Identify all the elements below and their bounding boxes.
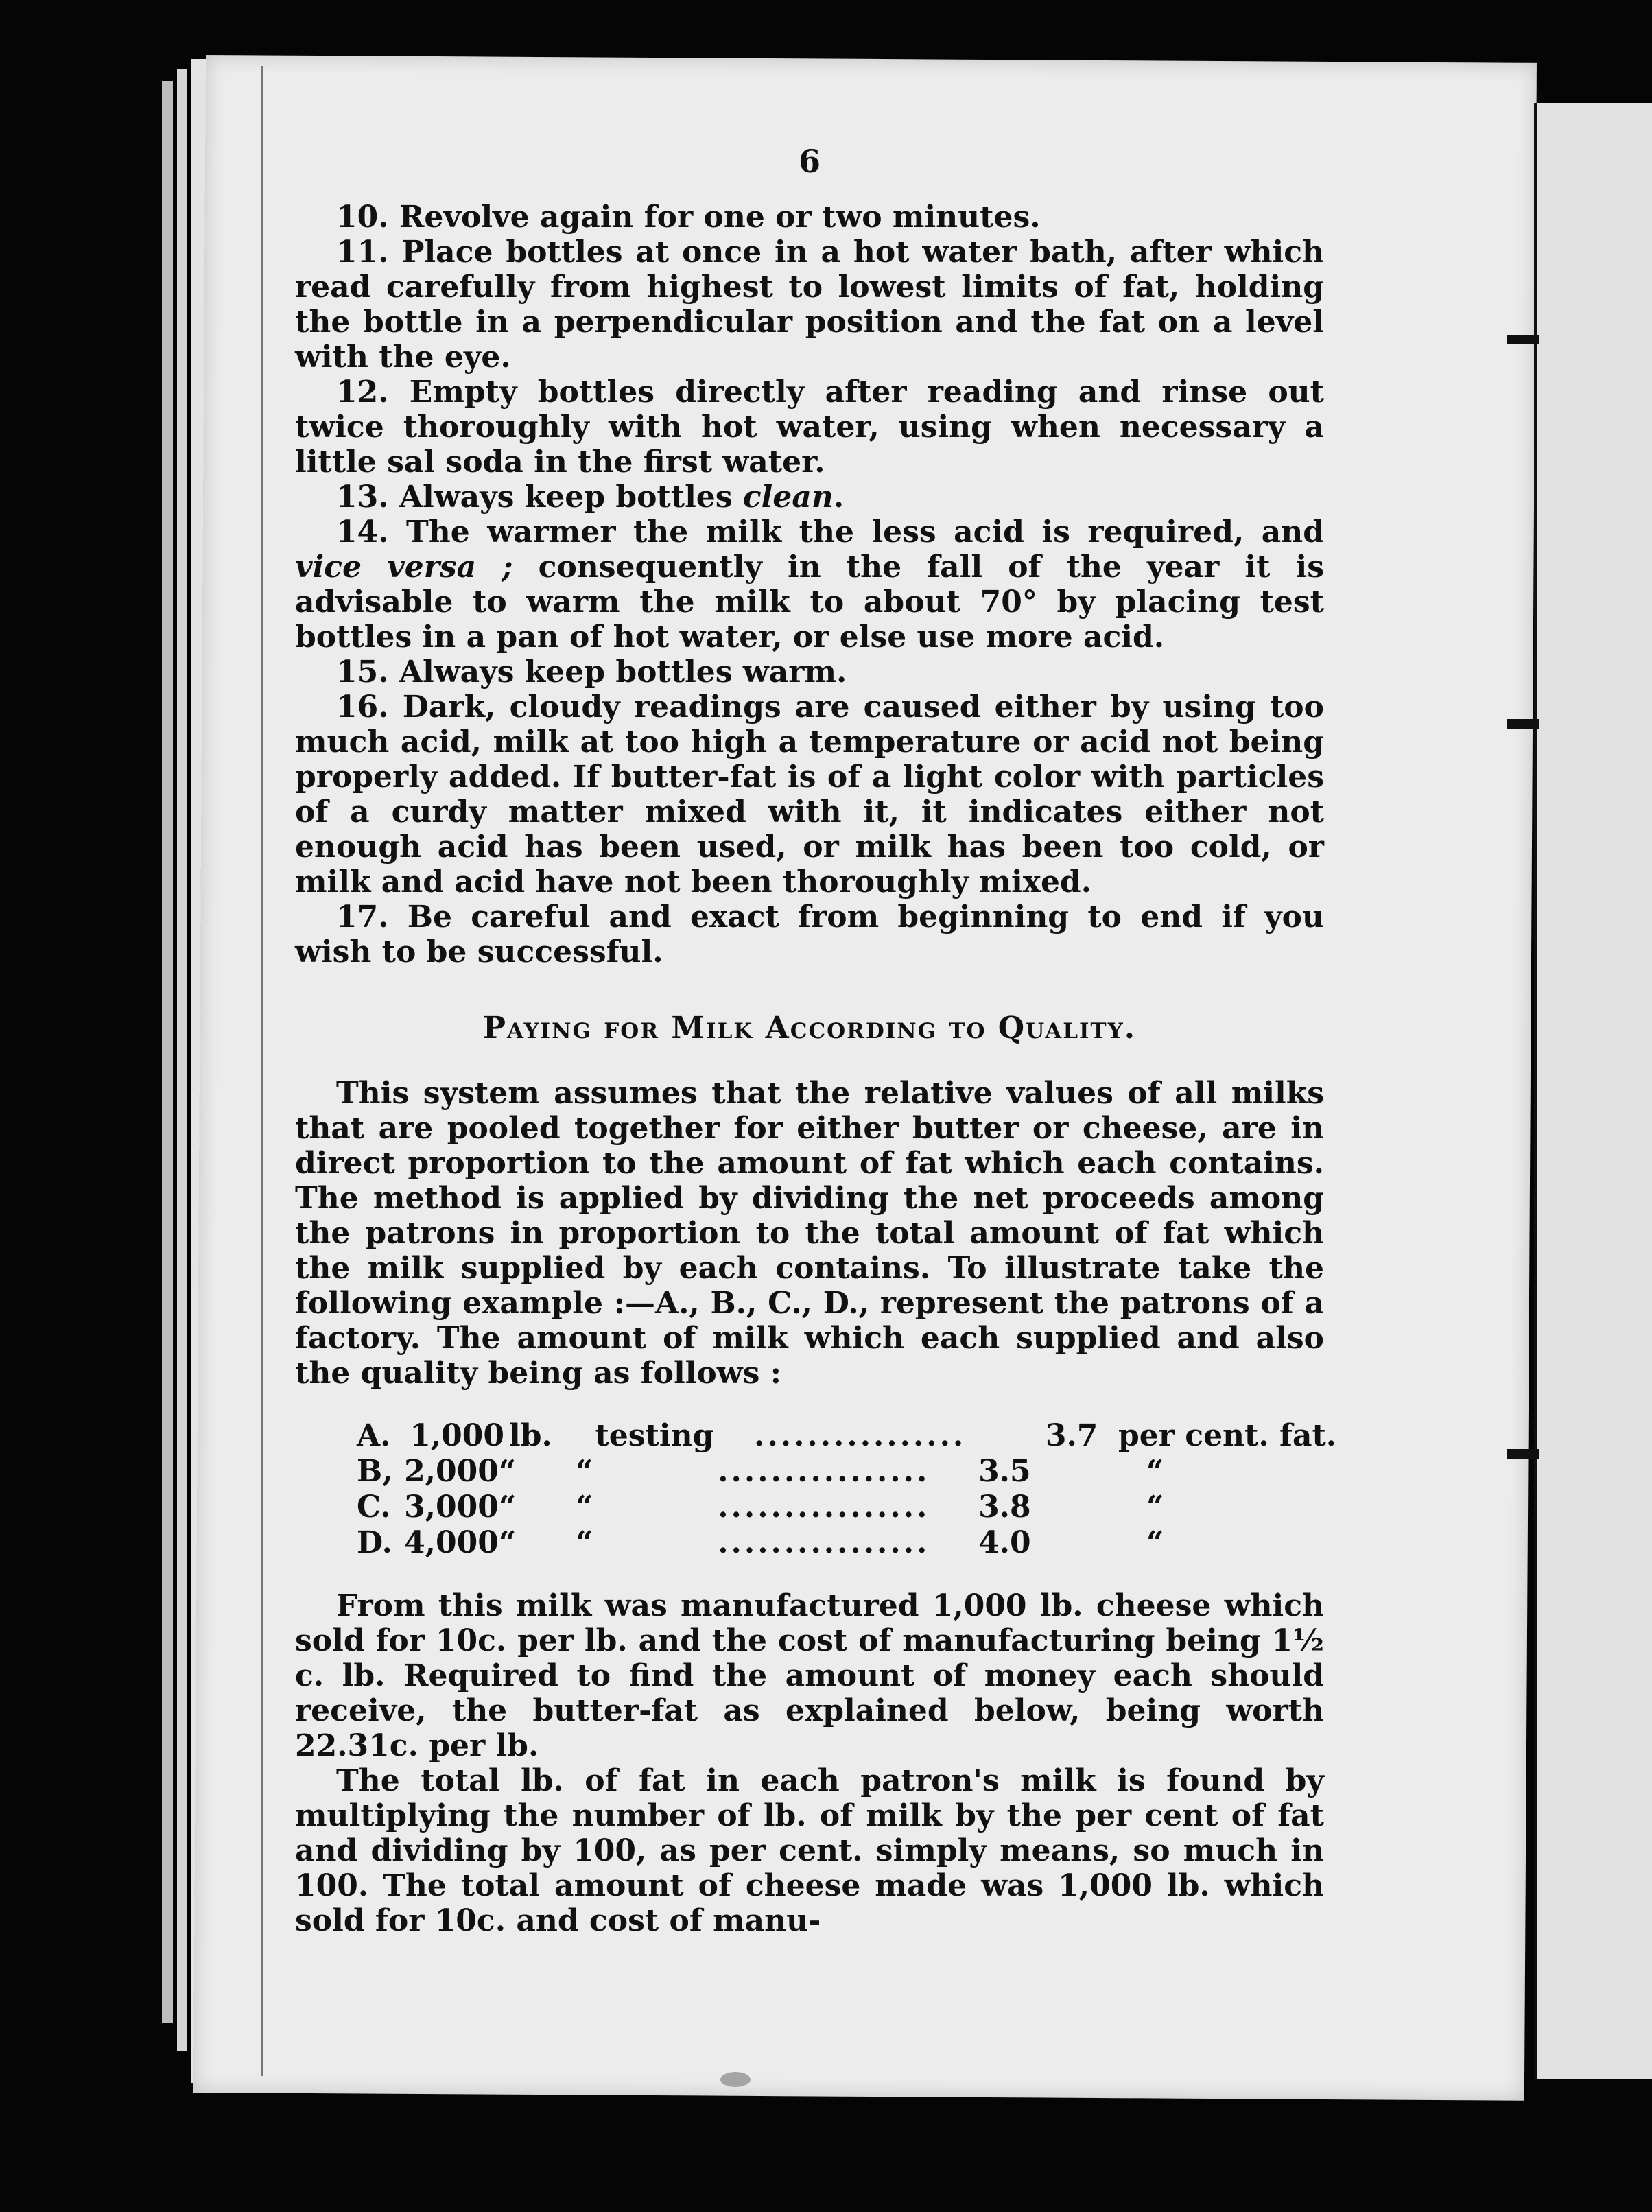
- row-leader: ................: [718, 1525, 930, 1560]
- row-value: 3.8: [978, 1490, 1031, 1525]
- row-amount: 1,000: [410, 1418, 504, 1453]
- row-suffix: per cent. fat.: [1118, 1418, 1337, 1453]
- intro-paragraph: This system assumes that the relative values of all milks that are pooled together for either butter or cheese, are in direct proportion to the amount of fat which each contains. The method is applied by dividing the net proceeds among the patrons in proportion to the total amount of fat which the milk supplied by each contains. To illustrate take the following example :—A., B., C., D., represent the patrons of a factory. The amount of milk which each supplied and also the quality being as follows :: [295, 1076, 1324, 1391]
- row-amount: 4,000: [404, 1525, 499, 1560]
- item-13-text: 13. Always keep bottles: [336, 480, 743, 515]
- row-label: A.: [357, 1418, 391, 1453]
- row-amount: 2,000: [404, 1454, 499, 1489]
- item-15: 15. Always keep bottles warm.: [336, 655, 847, 690]
- row-desc: “: [576, 1490, 593, 1525]
- facing-page: [1534, 103, 1652, 2079]
- gutter-mark: [1507, 1449, 1539, 1459]
- item-11: 11. Place bottles at once in a hot water bath, after which read carefully from highest to lowest limits of fat, holding the bottle in a perpendicular position and the fat on a level with the eye.: [295, 235, 1324, 375]
- row-leader: ................: [718, 1490, 930, 1525]
- row-leader: ................: [718, 1454, 930, 1489]
- item-13: [295, 480, 1324, 515]
- table-row: [357, 1454, 1324, 1490]
- row-suffix: “: [1146, 1490, 1164, 1525]
- row-unit: “: [498, 1525, 517, 1560]
- table-row: [357, 1490, 1324, 1525]
- item-13-end: .: [833, 480, 845, 515]
- item-14-emphasis: vice versa ;: [295, 550, 513, 585]
- page-text: [295, 143, 1337, 1938]
- row-desc: “: [576, 1454, 593, 1489]
- milk-test-table: [357, 1418, 1337, 1561]
- item-12: 12. Empty bottles directly after reading and rinse out twice thoroughly with hot water, using when necessary a little sal soda in the first water.: [295, 375, 1324, 480]
- item-14: [295, 515, 1324, 655]
- row-unit: “: [498, 1490, 517, 1525]
- row-amount: 3,000: [404, 1490, 499, 1525]
- row-desc: testing: [595, 1418, 714, 1453]
- table-row: [357, 1525, 1324, 1561]
- table-row: [357, 1418, 1337, 1454]
- row-label: B,: [357, 1454, 393, 1489]
- gutter-mark: [1507, 335, 1539, 344]
- section-heading: Paying for Milk According to Quality.: [482, 1011, 1137, 1046]
- item-10: 10. Revolve again for one or two minutes.: [336, 200, 1041, 235]
- row-label: C.: [357, 1490, 391, 1525]
- row-unit: lb.: [509, 1418, 552, 1453]
- row-leader: ................: [754, 1418, 967, 1453]
- row-desc: “: [576, 1525, 593, 1560]
- item-13-emphasis: clean: [742, 480, 834, 515]
- method-paragraph: The total lb. of fat in each patron's milk is found by multiplying the number of lb. of milk by the per cent of fat and dividing by 100, as per cent. simply means, so much in 100. The total amount of cheese made was 1,000 lb. which sold for 10c. and cost of manu-: [295, 1763, 1324, 1938]
- row-label: D.: [357, 1525, 392, 1560]
- page-number: 6: [798, 143, 821, 180]
- row-value: 3.7: [1045, 1418, 1098, 1453]
- item-14-text: 14. The warmer the milk the less acid is required, and: [336, 515, 1324, 550]
- item-17: 17. Be careful and exact from beginning to end if you wish to be successful.: [295, 899, 1324, 969]
- row-unit: “: [498, 1454, 517, 1489]
- row-suffix: “: [1146, 1454, 1164, 1489]
- row-value: 3.5: [978, 1454, 1031, 1489]
- calculation-paragraph: From this milk was manufactured 1,000 lb. cheese which sold for 10c. per lb. and the cost of manufacturing being 1½ c. lb. Required to find the amount of money each should receive, the butter-fat as explained below, being worth 22.31c. per lb.: [295, 1588, 1324, 1763]
- item-16: 16. Dark, cloudy readings are caused either by using too much acid, milk at too high a temperature or acid not being properly added. If butter-fat is of a light color with particles of a curdy matter mixed with it, it indicates either not enough acid has been used, or milk has been too cold, or milk and acid have not been thoroughly mixed.: [295, 690, 1324, 899]
- page-edge: [162, 81, 173, 2023]
- scan-smudge: [720, 2072, 751, 2087]
- row-value: 4.0: [978, 1525, 1031, 1560]
- row-suffix: “: [1146, 1525, 1164, 1560]
- page-edge: [177, 69, 187, 2051]
- item-14-end: consequently in the fall of the year it is advisable to warm the milk to about 70° by placing test bottles in a pan of hot water, or else use more acid.: [295, 550, 1324, 655]
- gutter-mark: [1507, 719, 1539, 729]
